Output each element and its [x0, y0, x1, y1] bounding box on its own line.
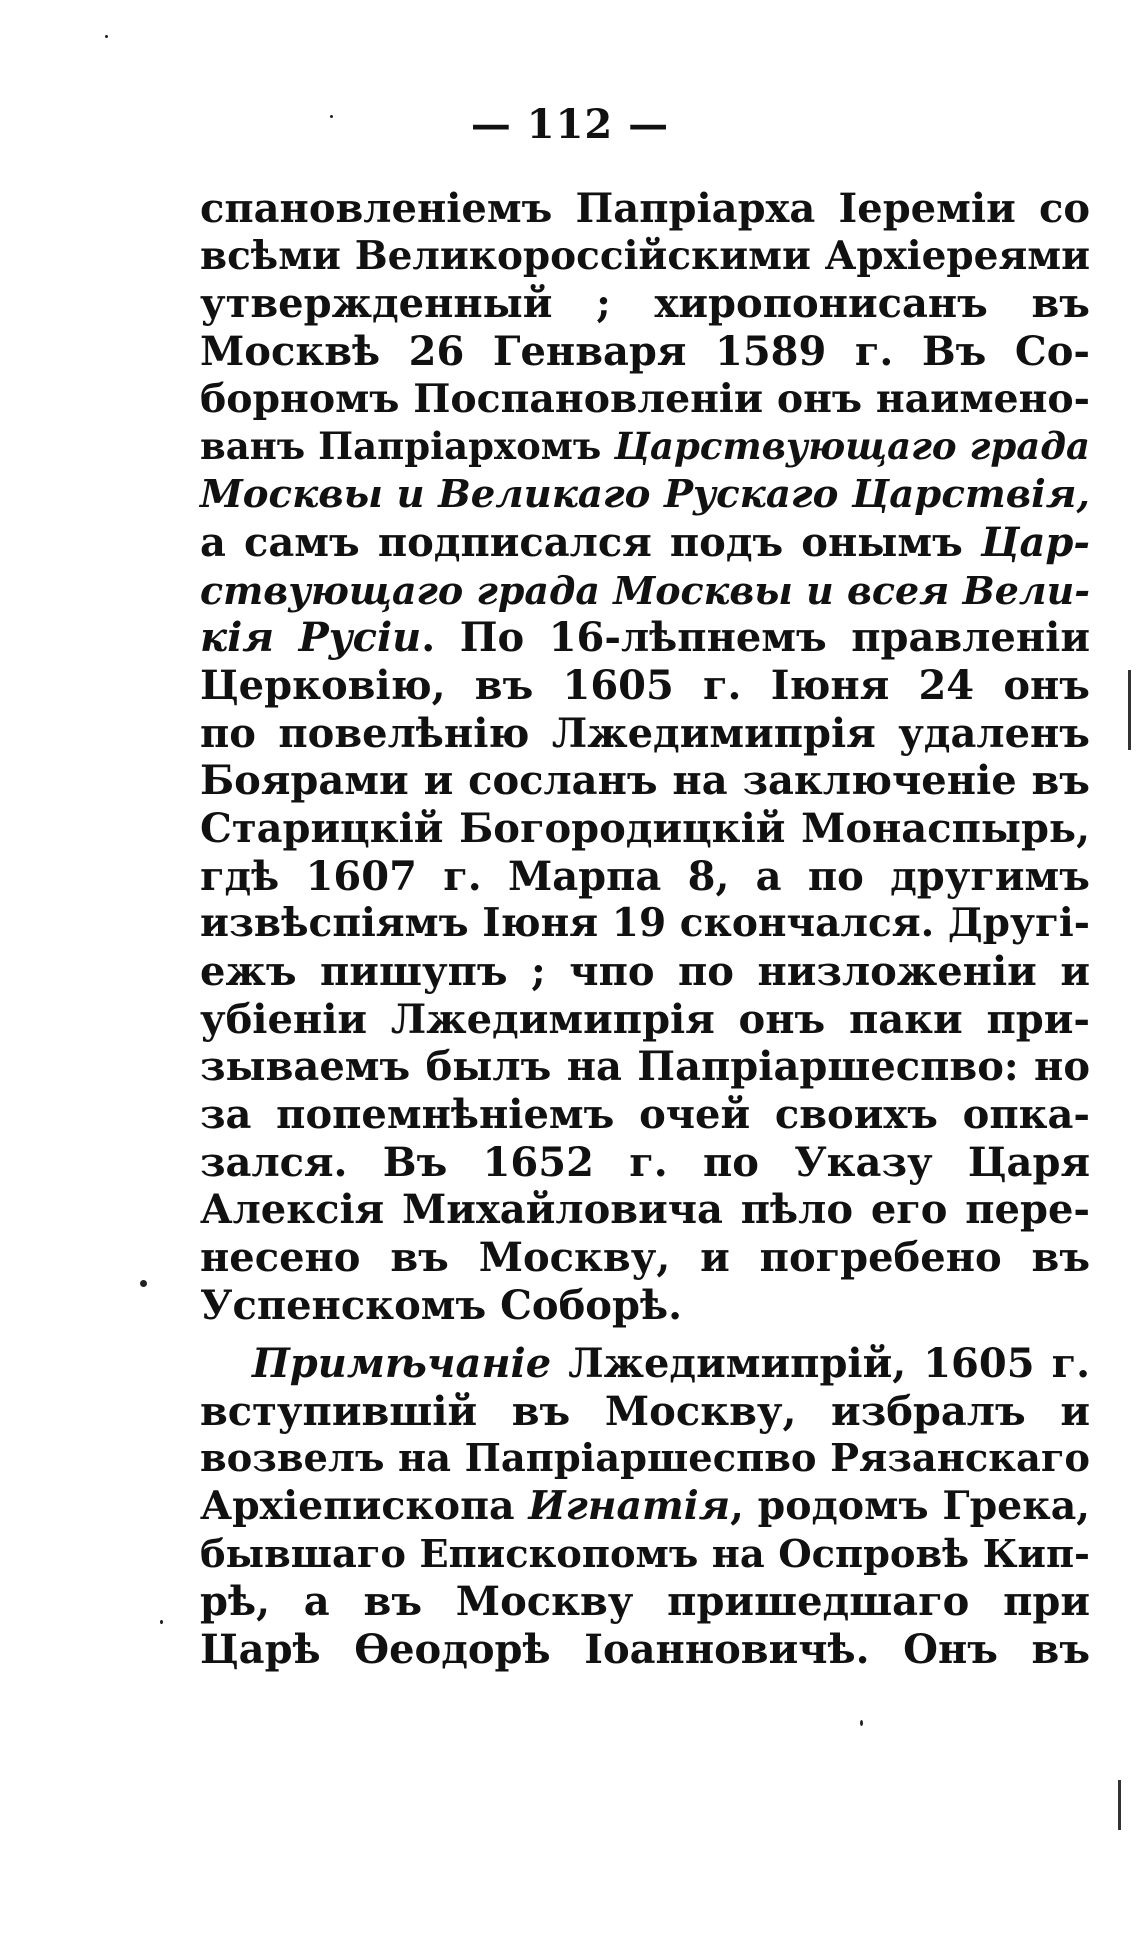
text-line: Москвѣ 26 Генваря 1589 г. Въ Со-	[200, 328, 1090, 376]
text-line: гдѣ 1607 г. Марпа 8, а по другимъ	[200, 852, 1090, 900]
text-line: утвержденный ; хиропонисанъ въ	[200, 280, 1090, 328]
text-line: по повелѣнію Лжедимипрія удаленъ	[200, 709, 1090, 757]
text-line: Архіепископа Игнатія, родомъ Грека,	[200, 1483, 1091, 1530]
text-line: всѣми Великороссійскими Архіереями	[200, 232, 1090, 279]
text-line: а самъ подписался подъ онымъ Цар-	[200, 518, 1090, 566]
text-line: Москвы и Великаго Рускаго Царствія,	[200, 472, 1090, 518]
text-line: борномъ Поспановленіи онъ наимено-	[200, 375, 1090, 422]
text-line: Успенскомъ Соборѣ.	[200, 1281, 682, 1329]
scan-edge-mark	[1128, 670, 1131, 750]
scan-edge-mark	[1118, 1780, 1121, 1830]
scan-speck	[140, 1280, 147, 1287]
scan-speck	[160, 1620, 163, 1624]
text-line: зался. Въ 1652 г. по Указу Царя	[200, 1138, 1090, 1186]
text-line: зываемъ былъ на Папріаршеспво: но	[200, 1043, 1090, 1091]
scan-speck	[860, 1720, 863, 1726]
text-line: ствующаго града Москвы и всея Вели-	[200, 567, 1090, 613]
text-line: Примѣчаніе Лжедимипрій, 1605 г.	[252, 1340, 1090, 1387]
text-line: бывшаго Епископомъ на Оспровѣ Кип-	[200, 1531, 1090, 1577]
scan-speck	[330, 115, 333, 118]
text-line: за попемнѣніемъ очей своихъ опка-	[200, 1091, 1090, 1139]
scan-speck	[105, 35, 108, 38]
text-line: спановленіемъ Папріарха Іереміи со	[200, 185, 1090, 232]
text-line: Боярами и сосланъ на заключеніе въ	[200, 757, 1090, 805]
page-number: — 112 —	[470, 101, 670, 148]
text-line: возвелъ на Папріаршеспво Рязанскаго	[200, 1436, 1090, 1482]
text-line: Царѣ Өеодорѣ Іоанновичѣ. Онъ въ	[200, 1626, 1090, 1674]
paragraph-note	[200, 1340, 1090, 1674]
text-line: ежъ пишупъ ; чпо по низложеніи и	[200, 948, 1090, 995]
text-line: несено въ Москву, и погребено въ	[200, 1234, 1090, 1282]
text-line: ванъ Папріархомъ Царствующаго града	[200, 424, 1090, 469]
paragraph-main	[200, 185, 1090, 1330]
text-line: извѣспіямъ Іюня 19 скончался. Другі-	[200, 900, 1090, 947]
text-line: Старицкій Богородицкій Монаспырь,	[200, 804, 1090, 852]
text-line: убіеніи Лжедимипрія онъ паки при-	[200, 995, 1090, 1043]
text-line: Алексія Михайловича пѣло его пере-	[200, 1186, 1090, 1234]
text-line: вступившій въ Москву, избралъ и	[200, 1387, 1090, 1435]
text-line: кія Русіи. По 16-лѣпнемъ правленіи	[200, 614, 1090, 662]
text-line: рѣ, а въ Москву пришедшаго при	[200, 1578, 1090, 1626]
text-line: Церковію, въ 1605 г. Іюня 24 онъ	[200, 661, 1090, 709]
